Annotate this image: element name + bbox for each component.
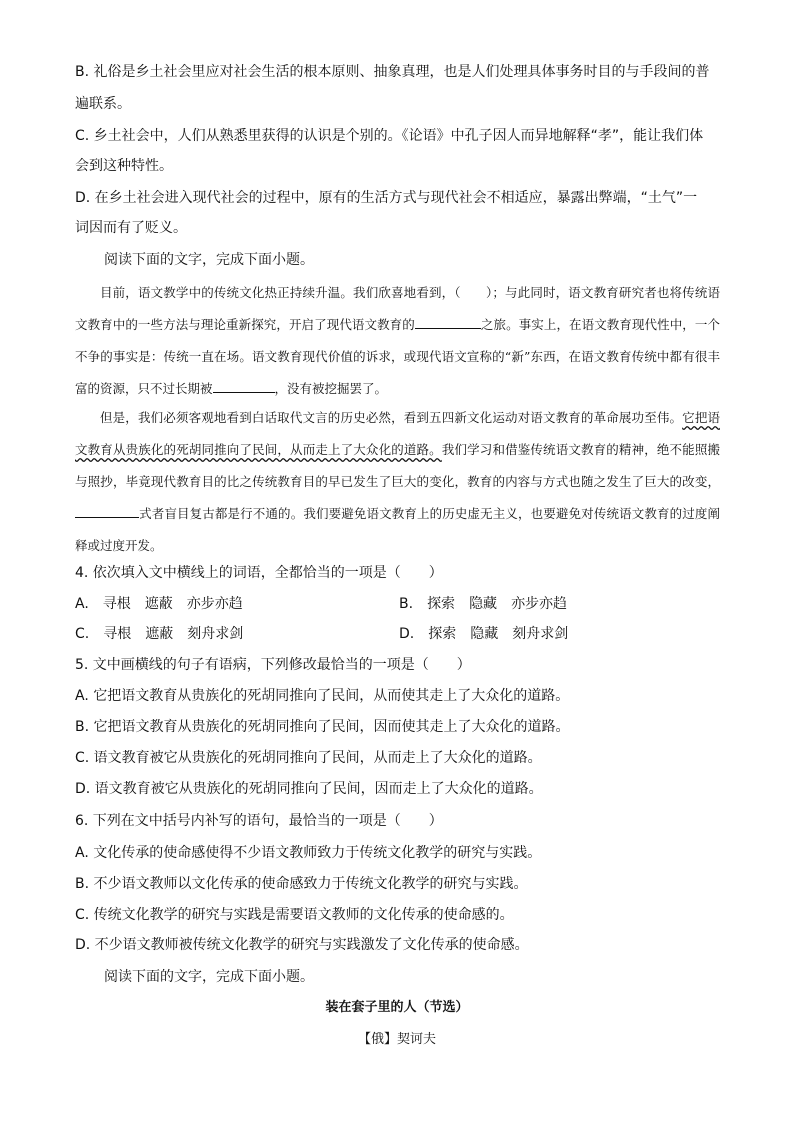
option-label: D. (399, 626, 415, 642)
question-4-stem: 4. 依次填入文中横线上的词语，全都恰当的一项是（ ） (75, 565, 443, 581)
q6-option-d: D. 不少语文教师被传统文化教学的研究与实践激发了文化传承的使命感。 (75, 937, 529, 953)
prev-option-c-line1: C. 乡土社会中，人们从熟悉里获得的认识是个别的。《论语》中孔子因人而异地解释“孝”，能让我们体 (75, 128, 704, 144)
wavy-underlined-sentence: 它把语文教育从贵族化的死胡同推向了民间，从而走上了大众化的道路。 (75, 410, 720, 457)
question-6-stem: 6. 下列在文中括号内补写的语句，最恰当的一项是（ ） (75, 813, 443, 829)
option-word: 探索 (427, 596, 456, 612)
prev-option-d-line2: 词因而有了贬义。 (75, 220, 187, 236)
passage-text: 但是，我们必须客观地看到白话取代文言的历史必然，看到五四新文化运动对语文教育的革命展功至伟。 (100, 410, 683, 425)
passage-paragraph-1 (75, 277, 720, 405)
option-label: C. (75, 626, 90, 642)
option-word: 探索 (428, 626, 457, 642)
option-word: 寻根 (102, 596, 131, 612)
fill-blank-2 (213, 378, 275, 393)
reading-instruction: 阅读下面的文字，完成下面小题。 (104, 252, 314, 268)
option-label: A. (75, 596, 89, 612)
option-word: 隐藏 (469, 596, 498, 612)
story-title: 装在套子里的人（节选） (325, 1000, 469, 1015)
passage-paragraph-2 (75, 402, 720, 562)
prev-option-b-line2: 遍联系。 (75, 96, 131, 112)
option-word: 亦步亦趋 (511, 596, 568, 612)
q4-option-c (75, 624, 257, 644)
reading-instruction-2: 阅读下面的文字，完成下面小题。 (104, 969, 314, 985)
prev-option-c-line2: 会到这种特性。 (75, 158, 173, 174)
passage-text: 式者盲目复古都是行不通的。我们要避免语文教育上的历史虚无主义，也要避免对传统语文教育的过度阐释或过度开发。 (75, 506, 720, 553)
option-word: 亦步亦趋 (186, 596, 243, 612)
story-author: 【俄】契诃夫 (357, 1032, 436, 1047)
q6-option-b: B. 不少语文教师以文化传承的使命感致力于传统文化教学的研究与实践。 (75, 876, 528, 892)
prev-option-b-line1: B. 礼俗是乡土社会里应对社会生活的根本原则、抽象真理，也是人们处理具体事务时目的与手段间的普 (75, 64, 710, 80)
prev-option-d-line1: D. 在乡土社会进入现代社会的过程中，原有的生活方式与现代社会不相适应，暴露出弊端，“土气”一 (75, 190, 698, 206)
option-word: 遮蔽 (144, 596, 173, 612)
q6-option-a: A. 文化传承的使命感使得不少语文教师致力于传统文化教学的研究与实践。 (75, 845, 542, 861)
passage-text: 之旅。事实上，在语文教育现代性中，一个不争的事实是：传统一直在场。语文教育现代价值的诉求，或现代语文宣称的“新”东西，在语文教育传统中都有很丰富的资源，只不过长期被 (75, 317, 720, 396)
option-word: 隐藏 (470, 626, 499, 642)
fill-blank-3 (75, 503, 139, 518)
fill-blank-1 (415, 314, 481, 329)
question-5-stem: 5. 文中画横线的句子有语病，下列修改最恰当的一项是（ ） (75, 657, 471, 673)
option-word: 刻舟求剑 (187, 626, 244, 642)
passage-text: 目前，语文教学中的传统文化热正持续升温。我们欣喜地看到，（ ）；与此同时，语文教育研究者也将传统语文教育中的一些方法与理论重新探究，开启了现代语文教育的 (75, 285, 720, 332)
passage-text: ，没有被挖掘罢了。 (274, 381, 388, 396)
q5-option-a: A. 它把语文教育从贵族化的死胡同推向了民间，从而使其走上了大众化的道路。 (75, 688, 570, 704)
q4-option-d (399, 624, 582, 644)
q5-option-b: B. 它把语文教育从贵族化的死胡同推向了民间，因而使其走上了大众化的道路。 (75, 719, 570, 735)
q4-option-b (399, 594, 581, 614)
option-word: 遮蔽 (145, 626, 174, 642)
q5-option-c: C. 语文教育被它从贵族化的死胡同推向了民间，从而走上了大众化的道路。 (75, 750, 542, 766)
option-label: B. (399, 596, 414, 612)
q6-option-c: C. 传统文化教学的研究与实践是需要语文教师的文化传承的使命感的。 (75, 907, 514, 923)
passage-text: 我们学习和借鉴传统语文教育的精神，绝不能照搬与照抄，毕竟现代教育目的比之传统教育目的早已发生了巨大的变化，教育的内容与方式也随之发生了巨大的改变， (75, 442, 720, 489)
q4-option-a (75, 594, 257, 614)
option-word: 寻根 (103, 626, 132, 642)
option-word: 刻舟求剑 (512, 626, 569, 642)
q5-option-d: D. 语文教育被它从贵族化的死胡同推向了民间，因而走上了大众化的道路。 (75, 781, 543, 797)
